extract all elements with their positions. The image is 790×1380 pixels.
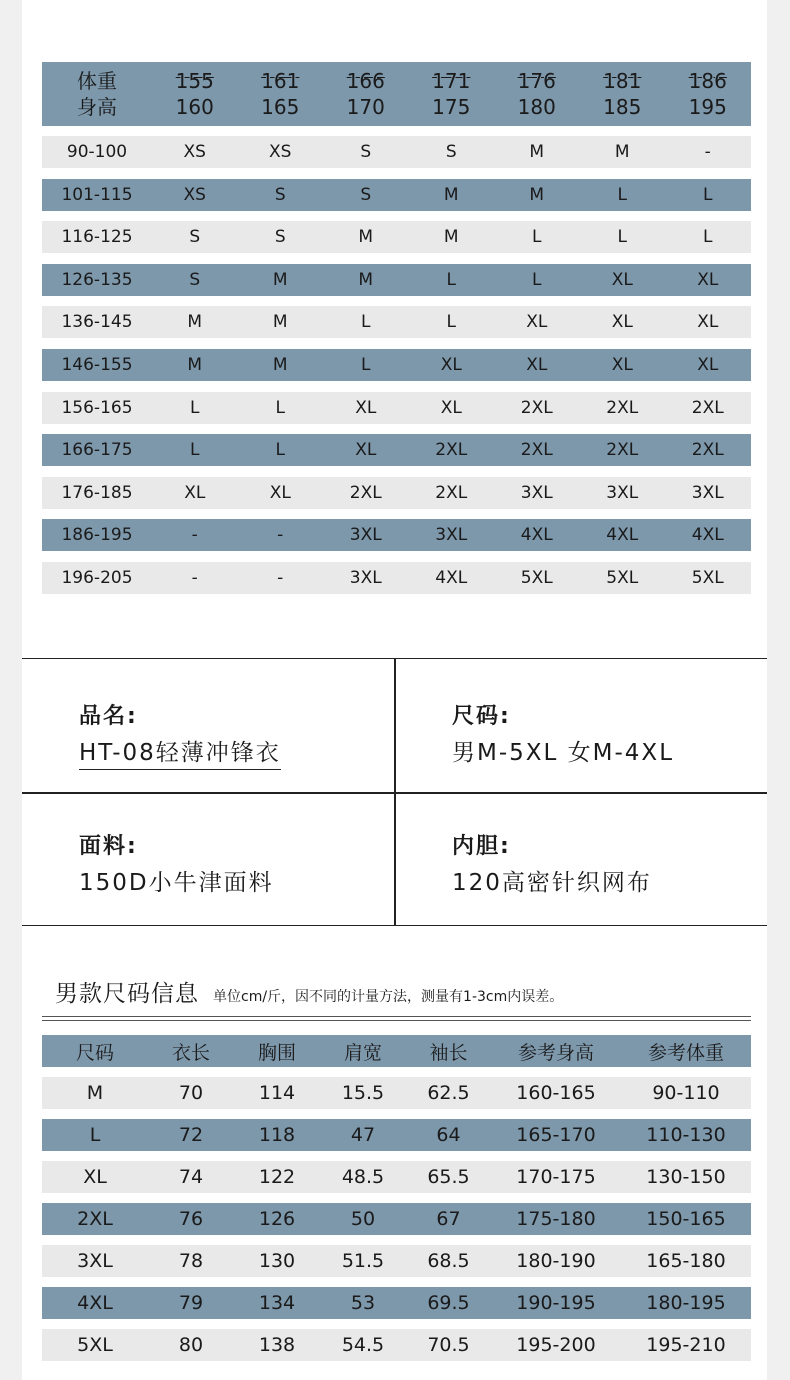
measurement-row <box>42 1119 751 1151</box>
size-cell: S <box>274 227 286 248</box>
fabric-label: 面料: <box>79 834 138 859</box>
measurement-cell: 180-195 <box>646 1292 726 1314</box>
size-cell: M <box>529 142 545 162</box>
header-height-label: 身高 <box>77 95 117 119</box>
weight-range-cell: 156-165 <box>61 397 133 418</box>
measurement-cell: 3XL <box>77 1250 113 1272</box>
measurement-header-cell: 衣长 <box>171 1041 210 1064</box>
size-cell: 4XL <box>435 567 468 588</box>
measurement-cell: 67 <box>436 1208 461 1230</box>
measurement-cell: 68.5 <box>427 1250 470 1272</box>
header-weight-value: 161 <box>261 69 300 93</box>
header-height-value: 170 <box>346 95 385 119</box>
size-cell: M <box>614 142 630 162</box>
header-weight-value: 176 <box>517 69 556 93</box>
title-rule-bottom <box>42 1020 751 1021</box>
measurement-cell: 64 <box>436 1124 461 1146</box>
measurement-cell: 76 <box>178 1208 204 1230</box>
size-cell: 2XL <box>606 440 639 461</box>
header-column <box>409 68 495 120</box>
measurement-cell: 70 <box>178 1082 204 1104</box>
size-cell: L <box>446 269 456 290</box>
header-weight-value: 155 <box>175 69 214 93</box>
size-cell: L <box>703 227 713 248</box>
size-cell: 2XL <box>435 482 468 503</box>
size-cell: S <box>360 184 372 205</box>
header-height-value: 185 <box>603 95 642 119</box>
measurement-cell: M <box>86 1082 104 1104</box>
measurement-cell: 165-170 <box>516 1124 596 1146</box>
measurement-cell: 70.5 <box>427 1334 470 1356</box>
size-cell: L <box>275 397 285 418</box>
header-label-cell <box>42 68 152 120</box>
product-name-label: 品名: <box>79 704 138 729</box>
header-height-value: 195 <box>688 95 727 119</box>
size-cell: 2XL <box>606 397 639 418</box>
measurement-cell: 114 <box>258 1082 296 1104</box>
size-cell: 3XL <box>691 482 724 503</box>
weight-range-cell: 186-195 <box>61 525 133 546</box>
size-cell: 5XL <box>606 567 639 588</box>
lining-value: 120高密针织网布 <box>452 870 652 896</box>
measurement-header-cell: 参考体重 <box>647 1041 724 1064</box>
size-chart-row <box>42 349 751 381</box>
size-cell: 2XL <box>691 397 724 418</box>
size-chart-row <box>42 306 751 338</box>
size-chart-row <box>42 562 751 594</box>
size-cell: XL <box>697 269 719 290</box>
size-chart-row <box>42 477 751 509</box>
measurement-cell: 72 <box>178 1124 204 1146</box>
fabric-block <box>79 829 274 897</box>
measurement-title-row <box>55 975 563 1008</box>
size-cell: 5XL <box>520 567 553 588</box>
product-name-value: HT-08轻薄冲锋衣 <box>79 734 281 770</box>
measurement-cell: 5XL <box>77 1334 113 1356</box>
size-cell: XL <box>611 312 633 333</box>
measurement-header-cell: 肩宽 <box>343 1041 382 1064</box>
size-chart-body <box>42 136 751 594</box>
size-cell: S <box>360 142 372 162</box>
size-cell: 2XL <box>520 397 553 418</box>
measurement-cell: 110-130 <box>646 1124 726 1146</box>
size-chart-row <box>42 392 751 424</box>
measurement-cell: 15.5 <box>341 1082 385 1104</box>
size-cell: XL <box>440 397 462 418</box>
measurement-cell: 79 <box>178 1292 204 1314</box>
measurement-cell: XL <box>83 1166 107 1188</box>
measurement-header-cell: 胸围 <box>257 1041 296 1064</box>
size-chart-row <box>42 519 751 551</box>
size-cell: L <box>361 312 371 333</box>
size-cell: XL <box>697 354 719 375</box>
size-cell: 4XL <box>691 525 724 546</box>
size-cell: 3XL <box>606 482 639 503</box>
size-cell: XL <box>611 269 633 290</box>
size-cell: S <box>274 184 286 205</box>
size-cell: - <box>191 525 198 546</box>
size-cell: L <box>703 184 713 205</box>
size-cell: 3XL <box>435 525 468 546</box>
measurement-cell: 50 <box>350 1208 376 1230</box>
weight-range-cell: 126-135 <box>61 269 133 290</box>
measurement-header-cell: 尺码 <box>75 1041 114 1064</box>
size-cell: M <box>443 227 459 248</box>
measurement-table <box>42 1035 751 1371</box>
header-weight-value: 186 <box>688 69 727 93</box>
weight-range-cell: 166-175 <box>61 440 133 461</box>
size-cell: 4XL <box>606 525 639 546</box>
size-cell: M <box>272 312 288 333</box>
size-cell: L <box>617 184 627 205</box>
size-cell: XL <box>611 354 633 375</box>
header-column <box>580 68 666 120</box>
size-cell: XL <box>184 482 206 503</box>
weight-range-cell: 176-185 <box>61 482 133 503</box>
measurement-cell: 138 <box>258 1334 296 1356</box>
measurement-cell: 54.5 <box>341 1334 385 1356</box>
measurement-cell: 51.5 <box>341 1250 385 1272</box>
size-cell: L <box>190 440 200 461</box>
measurement-cell: 118 <box>258 1124 296 1146</box>
size-cell: S <box>189 227 201 248</box>
header-weight-label: 体重 <box>77 69 117 93</box>
measurement-cell: 74 <box>178 1166 204 1188</box>
header-height-value: 165 <box>261 95 300 119</box>
size-cell: - <box>704 142 711 162</box>
size-cell: M <box>272 354 288 375</box>
size-chart-row <box>42 136 751 168</box>
measurement-cell: 80 <box>178 1334 204 1356</box>
measurement-cell: 190-195 <box>516 1292 596 1314</box>
size-cell: L <box>532 269 542 290</box>
measurement-row <box>42 1161 751 1193</box>
measurement-title: 男款尺码信息 <box>55 981 199 1007</box>
size-cell: 5XL <box>691 567 724 588</box>
size-cell: 3XL <box>520 482 553 503</box>
header-column <box>494 68 580 120</box>
measurement-row <box>42 1287 751 1319</box>
product-info-grid <box>22 658 767 926</box>
size-cell: XL <box>355 440 377 461</box>
measurement-body <box>42 1077 751 1361</box>
weight-range-cell: 136-145 <box>61 312 133 333</box>
measurement-cell: 180-190 <box>516 1250 596 1272</box>
size-cell: XL <box>526 354 548 375</box>
size-cell: XS <box>183 142 206 162</box>
size-chart-row <box>42 179 751 211</box>
measurement-cell: 53 <box>350 1292 376 1314</box>
title-rule-top <box>42 1016 751 1017</box>
size-cell: L <box>446 312 456 333</box>
grid-divider-horizontal <box>22 792 767 794</box>
size-range-label: 尺码: <box>452 704 511 729</box>
size-chart-row <box>42 221 751 253</box>
size-range-block <box>452 699 674 767</box>
size-cell: 2XL <box>435 440 468 461</box>
header-height-value: 180 <box>517 95 556 119</box>
measurement-cell: 175-180 <box>516 1208 596 1230</box>
measurement-note: 单位cm/斤，因不同的计量方法，测量有1-3cm内误差。 <box>213 989 564 1005</box>
weight-range-cell: 116-125 <box>61 227 133 248</box>
measurement-cell: 126 <box>258 1208 296 1230</box>
weight-range-cell: 196-205 <box>61 567 133 588</box>
size-cell: M <box>358 227 374 248</box>
measurement-header-cell: 参考身高 <box>517 1041 594 1064</box>
size-cell: S <box>445 142 457 162</box>
size-cell: M <box>187 354 203 375</box>
size-cell: XL <box>697 312 719 333</box>
size-cell: L <box>617 227 627 248</box>
header-height-value: 160 <box>175 95 214 119</box>
weight-range-cell: 146-155 <box>61 354 133 375</box>
measurement-cell: 195-210 <box>646 1334 726 1356</box>
measurement-cell: 122 <box>258 1166 296 1188</box>
size-cell: XS <box>269 142 292 162</box>
measurement-cell: 65.5 <box>427 1166 470 1188</box>
measurement-cell: 134 <box>258 1292 296 1314</box>
size-cell: 2XL <box>349 482 382 503</box>
measurement-row <box>42 1245 751 1277</box>
size-cell: M <box>443 184 459 205</box>
measurement-cell: L <box>89 1124 101 1146</box>
header-column <box>152 68 238 120</box>
measurement-cell: 2XL <box>77 1208 113 1230</box>
header-height-value: 175 <box>432 95 471 119</box>
header-weight-value: 171 <box>432 69 471 93</box>
size-chart-row <box>42 264 751 296</box>
measurement-cell: 48.5 <box>341 1166 385 1188</box>
measurement-cell: 130 <box>258 1250 296 1272</box>
size-cell: L <box>532 227 542 248</box>
header-column <box>665 68 751 120</box>
measurement-cell: 170-175 <box>516 1166 596 1188</box>
product-name-block <box>79 699 281 770</box>
measurement-header-cell: 袖长 <box>429 1041 468 1064</box>
size-chart-header <box>42 62 751 126</box>
measurement-cell: 78 <box>178 1250 204 1272</box>
header-column <box>238 68 324 120</box>
measurement-header-row <box>42 1035 751 1067</box>
measurement-cell: 195-200 <box>516 1334 596 1356</box>
size-chart-table <box>42 62 751 594</box>
measurement-row <box>42 1329 751 1361</box>
size-cell: L <box>361 354 371 375</box>
header-weight-value: 181 <box>603 69 642 93</box>
lining-label: 内胆: <box>452 834 511 859</box>
size-guide-page <box>22 0 767 1380</box>
header-weight-value: 166 <box>346 69 385 93</box>
size-cell: 3XL <box>349 525 382 546</box>
size-cell: 2XL <box>520 440 553 461</box>
size-cell: XL <box>526 312 548 333</box>
size-range-value: 男M-5XL 女M-4XL <box>452 740 675 766</box>
measurement-cell: 130-150 <box>646 1166 726 1188</box>
measurement-cell: 150-165 <box>646 1208 726 1230</box>
measurement-cell: 165-180 <box>646 1250 726 1272</box>
size-cell: M <box>272 269 288 290</box>
weight-range-cell: 90-100 <box>66 142 128 162</box>
header-column <box>323 68 409 120</box>
size-cell: XS <box>183 184 206 205</box>
size-cell: XL <box>440 354 462 375</box>
measurement-cell: 160-165 <box>516 1082 596 1104</box>
measurement-cell: 4XL <box>77 1292 113 1314</box>
size-cell: - <box>277 525 284 546</box>
size-cell: M <box>358 269 374 290</box>
measurement-cell: 62.5 <box>427 1082 470 1104</box>
fabric-value: 150D小牛津面料 <box>79 870 274 896</box>
size-cell: M <box>187 312 203 333</box>
size-cell: 4XL <box>520 525 553 546</box>
measurement-cell: 90-110 <box>652 1082 720 1104</box>
size-cell: - <box>277 567 284 588</box>
size-cell: XL <box>355 397 377 418</box>
size-cell: L <box>190 397 200 418</box>
lining-block <box>452 829 652 897</box>
size-cell: 3XL <box>349 567 382 588</box>
size-cell: - <box>191 567 198 588</box>
size-chart-row <box>42 434 751 466</box>
weight-range-cell: 101-115 <box>61 184 133 205</box>
measurement-row <box>42 1077 751 1109</box>
measurement-cell: 47 <box>350 1124 376 1146</box>
measurement-cell: 69.5 <box>427 1292 470 1314</box>
size-cell: L <box>275 440 285 461</box>
size-cell: XL <box>269 482 291 503</box>
measurement-row <box>42 1203 751 1235</box>
size-cell: S <box>189 269 201 290</box>
size-cell: 2XL <box>691 440 724 461</box>
size-cell: M <box>529 184 545 205</box>
